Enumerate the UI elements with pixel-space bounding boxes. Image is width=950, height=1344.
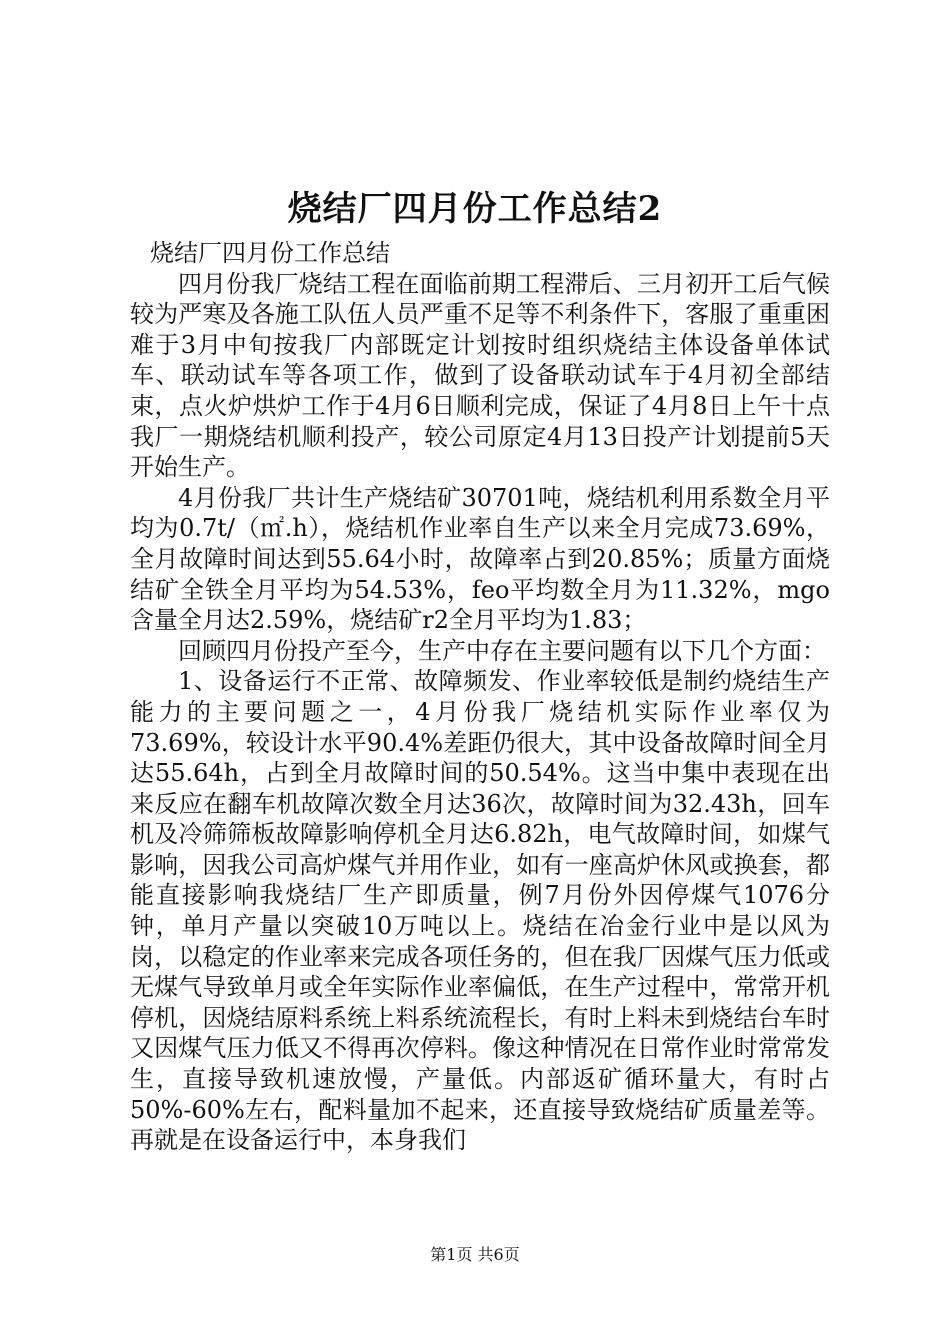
page-footer: 第1页 共6页	[430, 1245, 520, 1264]
paragraph-intro: 四月份我厂烧结工程在面临前期工程滞后、三月初开工后气候较为严寒及各施工队伍人员严重不足等不利条件下，客服了重重困难于3月中旬按我厂内部既定计划按时组织烧结主体设备单体试车、联动试车等各项工作，做到了设备联动试车于4月初全部结束，点火炉烘炉工作于4月6日顺利完成，保证了4月8日上午十点我厂一期烧结机顺利投产，较公司原定4月13日投产计划提前5天开始生产。	[130, 269, 830, 482]
paragraph-production-stats: 4月份我厂共计生产烧结矿30701吨，烧结机利用系数全月平均为0.7t/（㎡.h），烧结机作业率自生产以来全月完成73.69%，全月故障时间达到55.64小时，故障率占到20.85%；质量方面烧结矿全铁全月平均为54.53%，feo平均数全月为11.32%，mgo含量全月达2.59%，烧结矿r2全月平均为1.83；	[130, 483, 830, 635]
document-title: 烧结厂四月份工作总结2	[287, 189, 663, 229]
paragraph-problem-1: 1、设备运行不正常、故障频发、作业率较低是制约烧结生产能力的主要问题之一，4月份我厂烧结机实际作业率仅为73.69%，较设计水平90.4%差距仍很大，其中设备故障时间全月达55.64h，占到全月故障时间的50.54%。这当中集中表现在出来反应在翻车机故障次数全月达36次，故障时间为32.43h，回车机及冷筛筛板故障影响停机全月达6.82h，电气故障时间，如煤气影响，因我公司高炉煤气并用作业，如有一座高炉休风或换套，都能直接影响我烧结厂生产即质量，例7月份外因停煤气1076分钟，单月产量以突破10万吨以上。烧结在冶金行业中是以风为岗，以稳定的作业率来完成各项任务的，但在我厂因煤气压力低或无煤气导致单月或全年实际作业率偏低，在生产过程中，常常开机停机，因烧结原料系统上料系统流程长，有时上料未到烧结台车时又因煤气压力低又不得再次停料。像这种情况在日常作业时常常发生，直接导致机速放慢，产量低。内部返矿循环量大，有时占50%-60%左右，配料量加不起来，还直接导致烧结矿质量差等。再就是在设备运行中，本身我们	[130, 667, 830, 1155]
paragraph-problems-intro: 回顾四月份投产至今，生产中存在主要问题有以下几个方面：	[178, 636, 826, 665]
document-body	[130, 238, 830, 1156]
document-subtitle: 烧结厂四月份工作总结	[150, 239, 390, 267]
